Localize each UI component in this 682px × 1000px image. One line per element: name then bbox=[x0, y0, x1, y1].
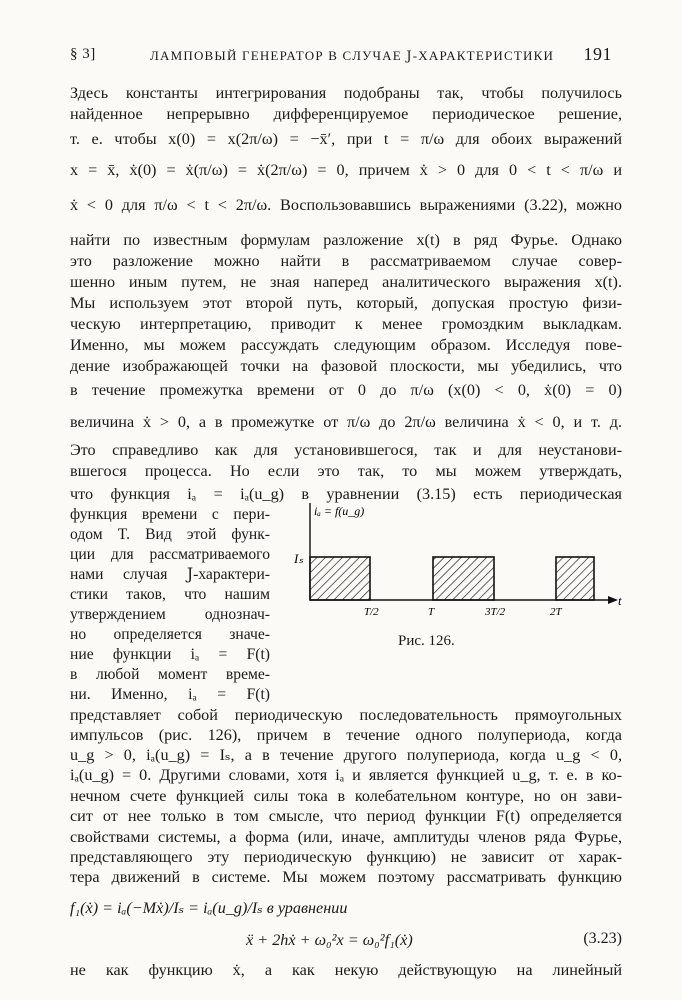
text-line: тера движений в системе. Мы можем поэтому рассматривать функцию bbox=[70, 868, 622, 886]
chapter-title: ЛАМПОВЫЙ ГЕНЕРАТОР В СЛУЧАЕ Ϳ-ХАРАКТЕРИСТИКИ bbox=[150, 48, 555, 63]
text-line: x = x̄, ẋ(0) = ẋ(π/ω) = ẋ(2π/ω) = 0, причем ẋ > 0 для 0 < t < π/ω и bbox=[70, 161, 622, 179]
text-line: представляющего эту периодическую функцию) не зависит от харак- bbox=[70, 848, 622, 866]
text-line: Это справедливо как для установившегося, так и для неустанови- bbox=[70, 441, 622, 459]
wrap-line: функция времени с пери- bbox=[70, 506, 270, 523]
y-axis-label: iₐ = f(u_g) bbox=[314, 504, 365, 518]
text-line: это разложение можно найти в рассматриваемом случае совер- bbox=[70, 252, 622, 270]
page-number: 191 bbox=[583, 44, 612, 64]
tick-label-two-period: 2T bbox=[550, 606, 562, 618]
text-line: свойствами системы, а форма (или, иначе, амплитуды членов ряда Фурье, bbox=[70, 828, 622, 846]
pulse-1 bbox=[310, 557, 370, 600]
wrap-line: ции для рассматриваемого bbox=[70, 546, 270, 563]
x-axis-label: t bbox=[618, 593, 622, 608]
text-line: в течение промежутка времени от 0 до π/ω (x(0) < 0, ẋ(0) = 0) bbox=[70, 381, 622, 399]
text-line: нечном счете функцией силы тока в колебательном контуре, но он зави- bbox=[70, 787, 622, 805]
text-line: вшегося процесса. Но если это так, то мы можем утверждать, bbox=[70, 462, 622, 480]
level-label: Iₛ bbox=[294, 551, 304, 566]
wrap-line: нами случая Ϳ-характери- bbox=[70, 566, 270, 583]
equation-3-23: ẍ + 2hẋ + ω₀²x = ω₀²f₁(ẋ) bbox=[246, 931, 413, 949]
text-line: не как функцию ẋ, а как некую действующую на линейный bbox=[70, 961, 622, 979]
text-line: ческую интерпретацию, приводит к менее громоздким выкладкам. bbox=[70, 315, 622, 333]
wrap-line: в любой момент време- bbox=[70, 666, 270, 683]
tick-label-period: T bbox=[428, 606, 435, 618]
equation-number: (3.23) bbox=[583, 930, 622, 947]
wrap-line: одом T. Вид этой функ- bbox=[70, 526, 270, 543]
wrap-line: но определяется значе- bbox=[70, 626, 270, 643]
text-line: шенно иным путем, не зная наперед аналитического выражения x(t). bbox=[70, 273, 622, 291]
text-line: представляет собой периодическую последовательность прямоугольных bbox=[70, 706, 622, 724]
wrap-line: утверждением однознач- bbox=[70, 606, 270, 623]
x-axis-arrow bbox=[608, 596, 618, 604]
text-line: найти по известным формулам разложение x(t) в ряд Фурье. Однако bbox=[70, 231, 622, 249]
text-line: дение изображающей точки на фазовой плоскости, мы убедились, что bbox=[70, 357, 622, 375]
tick-label-three-half-period: 3T/2 bbox=[485, 606, 506, 618]
wrap-line: стики таков, что нашим bbox=[70, 586, 270, 603]
text-line: Мы используем этот второй путь, который, допуская простую физи- bbox=[70, 294, 622, 312]
running-header bbox=[70, 40, 622, 70]
pulse-2 bbox=[433, 557, 494, 600]
equation-f1: f₁(ẋ) = iₐ(−Mẋ)/Iₛ = iₐ(u_g)/Iₛ в уравнении bbox=[70, 899, 348, 917]
text-line: u_g > 0, iₐ(u_g) = Iₛ, а в течение другого полупериода, когда u_g < 0, bbox=[70, 746, 622, 764]
wrap-line: ни. Именно, iₐ = F(t) bbox=[70, 686, 270, 703]
text-line: т. е. чтобы x(0) = x(2π/ω) = −x̄′, при t = π/ω для обоих выражений bbox=[70, 130, 622, 148]
text-line: импульсов (рис. 126), причем в течение одного полупериода, когда bbox=[70, 726, 622, 744]
text-line: Именно, мы можем рассуждать следующим образом. Исследуя пове- bbox=[70, 336, 622, 354]
tick-label-half-period: T/2 bbox=[364, 606, 379, 618]
section-number: § 3] bbox=[70, 46, 96, 62]
text-line: iₐ(u_g) = 0. Другими словами, хотя iₐ и является функцией u_g, т. е. в ко- bbox=[70, 766, 622, 784]
pulse-3 bbox=[556, 557, 594, 600]
figure-126 bbox=[292, 497, 628, 657]
text-line: сит от нее только в том смысле, что период функции F(t) определяется bbox=[70, 807, 622, 825]
text-line: Здесь константы интегрирования подобраны так, чтобы получилось bbox=[70, 84, 622, 102]
text-line: найденное непрерывно дифференцируемое периодическое решение, bbox=[70, 105, 622, 123]
text-line: ẋ < 0 для π/ω < t < 2π/ω. Воспользовавшись выражениями (3.22), можно bbox=[70, 196, 622, 214]
text-line: что функция iₐ = iₐ(u_g) в уравнении (3.15) есть периодическая bbox=[70, 485, 622, 503]
figure-caption: Рис. 126. bbox=[398, 633, 455, 649]
text-line: величина ẋ > 0, а в промежутке от π/ω до 2π/ω величина ẋ < 0, и т. д. bbox=[70, 413, 622, 431]
wrap-line: ние функции iₐ = F(t) bbox=[70, 646, 270, 663]
